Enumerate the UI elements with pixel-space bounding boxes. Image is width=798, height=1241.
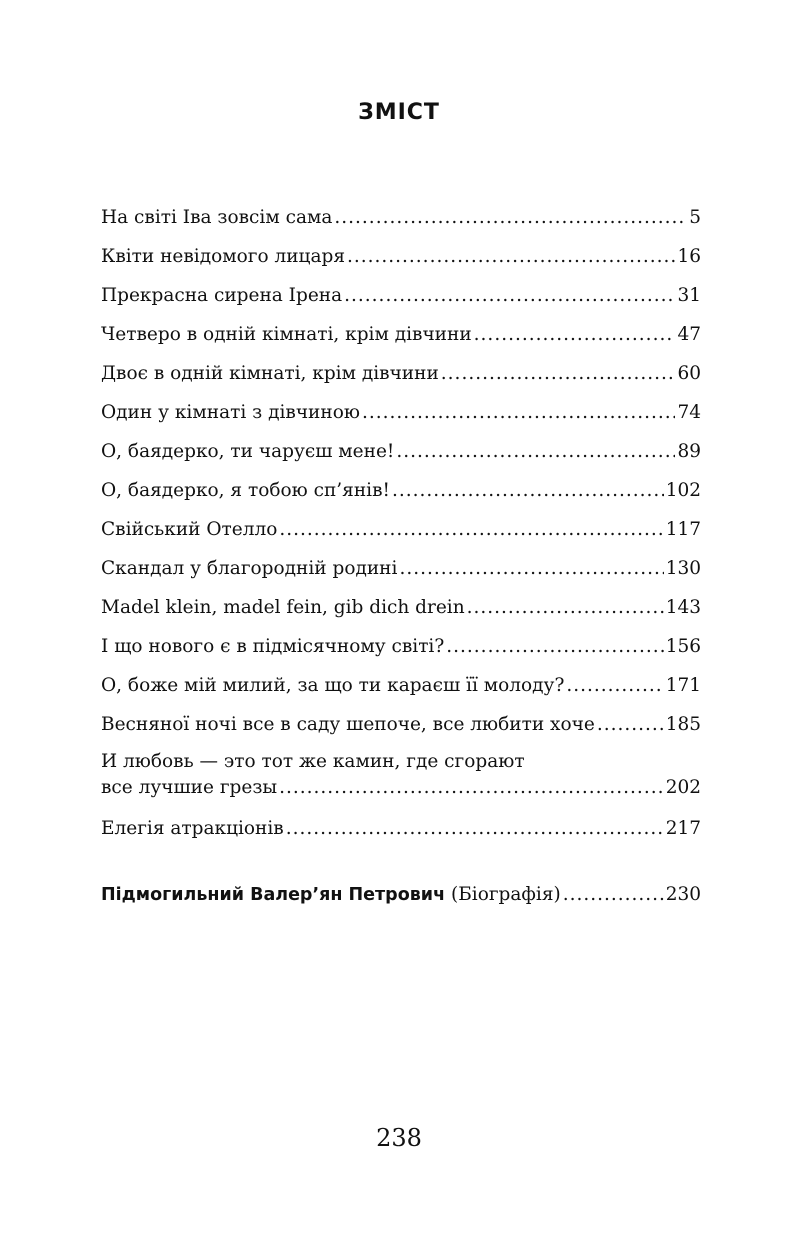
toc-entry-page: 16: [677, 246, 701, 267]
table-of-contents: [101, 203, 701, 919]
toc-entry[interactable]: [101, 242, 701, 281]
toc-entry-page: 202: [665, 777, 701, 798]
toc-entry-title: Квіти невідомого лицаря: [101, 246, 345, 267]
toc-entry[interactable]: [101, 710, 701, 749]
toc-leader-dots: [597, 710, 664, 740]
toc-entry-page: 5: [689, 207, 701, 228]
toc-entry-page: 89: [677, 441, 701, 462]
toc-leader-dots: [362, 398, 675, 428]
toc-entry[interactable]: [101, 398, 701, 437]
toc-entry-title: Свійський Отелло: [101, 519, 278, 540]
toc-leader-dots: [441, 359, 676, 389]
toc-leader-dots: [279, 775, 664, 801]
toc-entry[interactable]: [101, 281, 701, 320]
toc-entry-title: Елегія атракціонів: [101, 818, 284, 839]
toc-entry-biography[interactable]: [101, 880, 701, 919]
toc-entry-page: 74: [677, 402, 701, 423]
toc-entry-title: О, боже мій милий, за що ти караєш її молоду?: [101, 675, 565, 696]
toc-leader-dots: [347, 242, 675, 272]
toc-entry-title: Прекрасна сирена Ірена: [101, 285, 343, 306]
page-title: ЗМІСТ: [358, 100, 440, 125]
toc-entry-page: 47: [677, 324, 701, 345]
biography-suffix: (Біографія): [450, 884, 561, 905]
toc-entry-page: 102: [665, 480, 701, 501]
toc-leader-dots: [286, 814, 664, 844]
toc-entry-page: 185: [665, 714, 701, 735]
toc-leader-dots: [446, 632, 663, 662]
toc-entry-title: На світі Іва зовсім сама: [101, 207, 333, 228]
toc-entry-title: Madel klein, madel fein, gib dich drein: [101, 597, 465, 618]
toc-entry-title: Двоє в одній кімнаті, крім дівчини: [101, 363, 439, 384]
toc-entry-page: 156: [665, 636, 701, 657]
toc-entry[interactable]: [101, 476, 701, 515]
toc-entry-title-line1: И любовь — это тот же камин, где сгорают: [101, 751, 525, 772]
toc-entry[interactable]: [101, 437, 701, 476]
toc-leader-dots: [399, 554, 663, 584]
toc-leader-dots: [563, 880, 664, 910]
toc-leader-dots: [334, 203, 687, 233]
toc-biography-label: [101, 880, 561, 910]
toc-entry-title: Один у кімнаті з дівчиною: [101, 402, 360, 423]
toc-entry-page: 171: [665, 675, 701, 696]
toc-entry-title-line2: все лучшие грезы: [101, 777, 278, 798]
toc-entry-title: Скандал у благородній родині: [101, 558, 398, 579]
toc-entry-title: О, баядерко, ти чаруєш мене!: [101, 441, 395, 462]
toc-leader-dots: [474, 320, 676, 350]
toc-entry-page: 230: [665, 884, 701, 905]
toc-entry-title: О, баядерко, я тобою сп’янів!: [101, 480, 390, 501]
toc-entry[interactable]: [101, 671, 701, 710]
toc-entry[interactable]: [101, 320, 701, 359]
toc-entry[interactable]: [101, 632, 701, 671]
toc-entry-page: 31: [677, 285, 701, 306]
toc-entry-title: Четверо в одній кімнаті, крім дівчини: [101, 324, 472, 345]
toc-leader-dots: [566, 671, 663, 701]
toc-entry[interactable]: [101, 593, 701, 632]
toc-entry[interactable]: [101, 203, 701, 242]
toc-entry[interactable]: [101, 359, 701, 398]
toc-leader-dots: [396, 437, 675, 467]
toc-entry-title: Весняної ночі все в саду шепоче, все любити хоче: [101, 714, 595, 735]
toc-entry-second-line: [101, 775, 701, 801]
toc-entry-title: І що нового є в підмісячному світі?: [101, 636, 445, 657]
toc-entry[interactable]: [101, 554, 701, 593]
toc-entry-page: 143: [665, 597, 701, 618]
toc-leader-dots: [467, 593, 664, 623]
toc-entry-two-line[interactable]: [101, 749, 701, 814]
toc-entry[interactable]: [101, 814, 701, 853]
biography-author-name: Підмогильний Валер’ян Петрович: [101, 885, 446, 905]
toc-entry-page: 217: [665, 818, 701, 839]
toc-entry-page: 130: [665, 558, 701, 579]
toc-entry-page: 117: [665, 519, 701, 540]
page-number: 238: [376, 1124, 422, 1152]
toc-leader-dots: [392, 476, 664, 506]
toc-leader-dots: [344, 281, 675, 311]
toc-leader-dots: [279, 515, 663, 545]
toc-entry[interactable]: [101, 515, 701, 554]
toc-entry-page: 60: [677, 363, 701, 384]
